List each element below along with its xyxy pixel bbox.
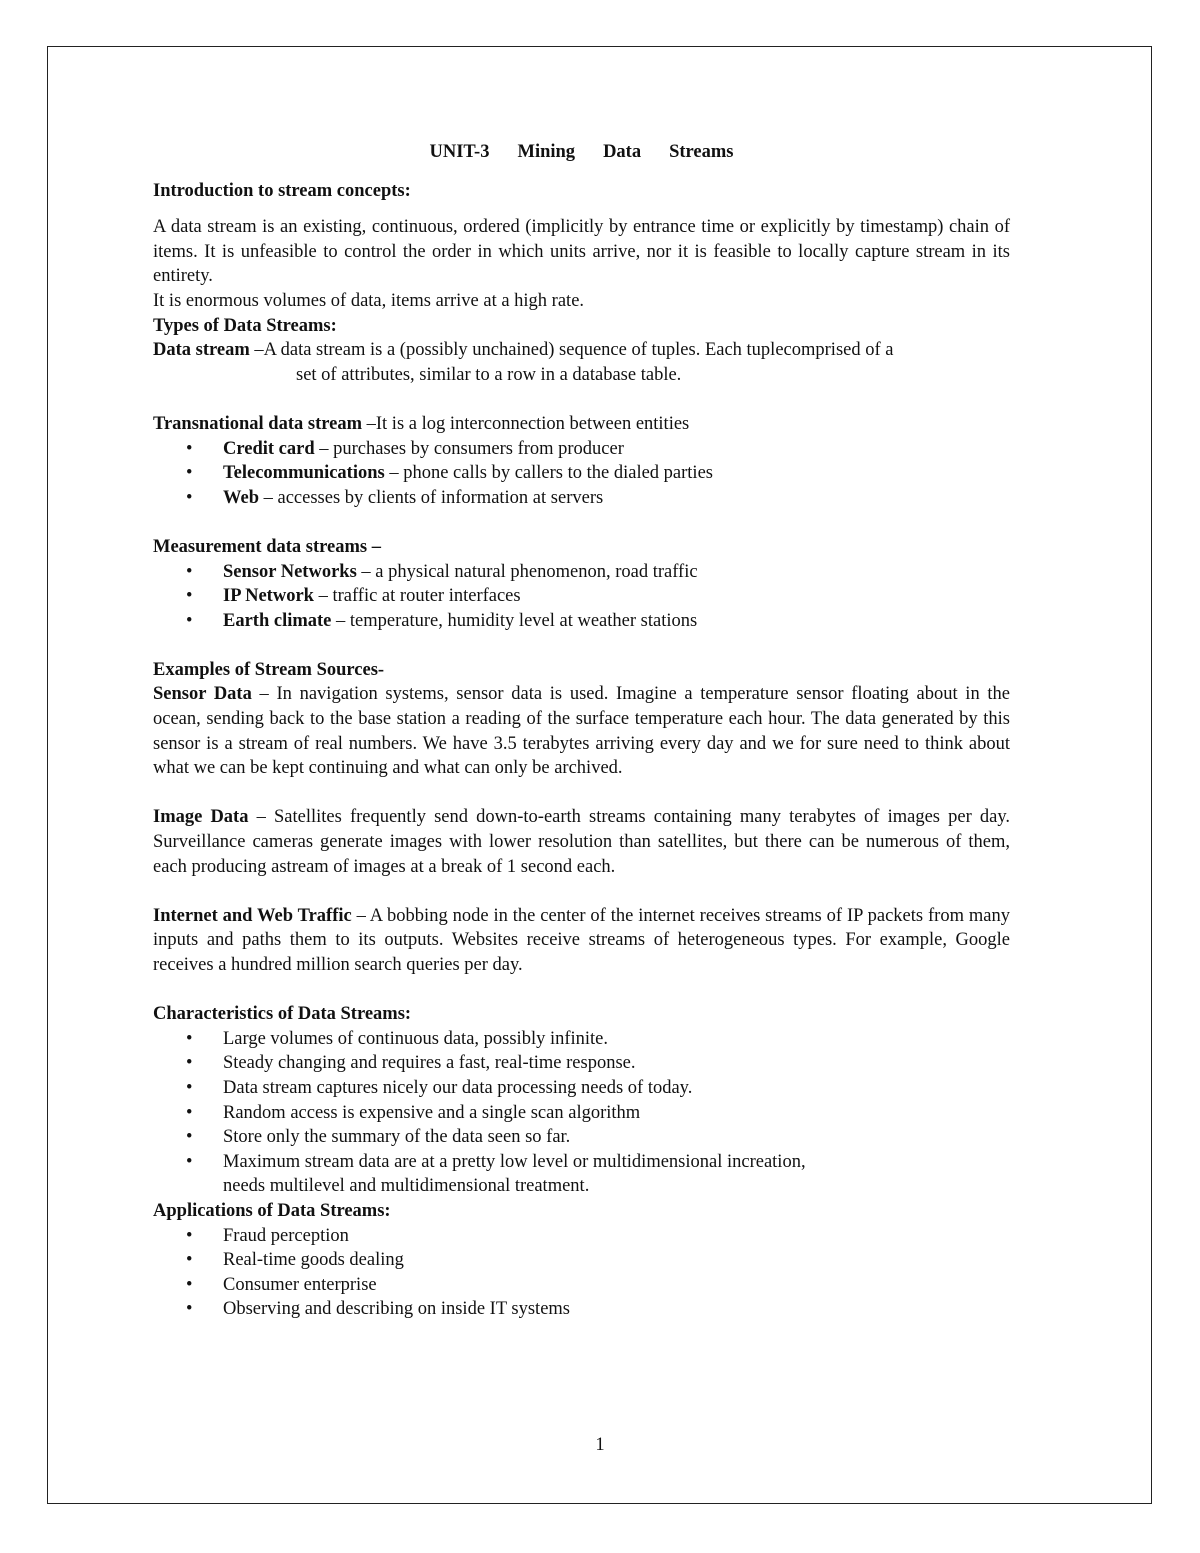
definition-text: –A data stream is a (possibly unchained) sequence of tuples. Each tuplecomprised of a: [249, 340, 894, 361]
term: Telecommunications: [223, 463, 385, 484]
item-text: Data stream captures nicely our data processing needs of today.: [223, 1077, 693, 1098]
item-text: – a physical natural phenomenon, road traffic: [356, 561, 698, 582]
title-unit: UNIT-3: [429, 142, 490, 162]
list-item: [153, 461, 1010, 486]
term: Sensor Networks: [223, 561, 357, 582]
characteristics-heading: Characteristics of Data Streams:: [153, 1004, 412, 1025]
bullet-icon: •: [186, 1077, 193, 1098]
data-stream-def-cont: set of attributes, similar to a row in a database table.: [296, 364, 682, 385]
list-item: [153, 1297, 1010, 1322]
page-title: [153, 140, 1010, 165]
item-text: Fraud perception: [223, 1225, 349, 1246]
item-text: Random access is expensive and a single scan algorithm: [223, 1102, 641, 1123]
applications-heading: Applications of Data Streams:: [153, 1200, 391, 1221]
bullet-icon: •: [186, 1028, 193, 1049]
title-word: Data: [603, 142, 642, 162]
item-text: Steady changing and requires a fast, real-time response.: [223, 1053, 636, 1074]
item-text: – traffic at router interfaces: [313, 586, 521, 607]
term: IP Network: [223, 586, 314, 607]
transnational-list: [153, 437, 1010, 511]
bullet-icon: •: [186, 586, 193, 607]
list-item: [153, 609, 1010, 634]
bullet-icon: •: [186, 438, 193, 459]
term: Web: [223, 487, 259, 508]
item-text: Maximum stream data are at a pretty low level or multidimensional increation,: [223, 1151, 806, 1172]
term: Internet and Web Traffic: [153, 905, 352, 926]
page-number: 1: [595, 1435, 605, 1455]
intro-heading: Introduction to stream concepts:: [153, 180, 411, 201]
term: Image Data: [153, 807, 249, 828]
item-text: needs multilevel and multidimensional treatment.: [223, 1176, 590, 1197]
bullet-icon: •: [186, 561, 193, 582]
list-item: [153, 437, 1010, 462]
applications-list: [153, 1224, 1010, 1322]
list-item-continuation: [153, 1174, 1010, 1199]
term: Transnational data stream: [153, 413, 362, 434]
bullet-icon: •: [186, 487, 193, 508]
bullet-icon: •: [186, 1102, 193, 1123]
characteristics-list: [153, 1027, 1010, 1199]
list-item: [153, 486, 1010, 511]
paragraph-text: – A bobbing node in the center of the internet receives streams of IP packets from many inputs and paths them to its outputs. Websites receive streams of heterogeneous types. For example, Google receives a hundred million search queries per day.: [153, 905, 1010, 975]
bullet-icon: •: [186, 1127, 193, 1148]
bullet-icon: •: [186, 1151, 193, 1172]
list-item: [153, 584, 1010, 609]
bullet-icon: •: [186, 1053, 193, 1074]
term: Credit card: [223, 438, 315, 459]
list-item: [153, 1224, 1010, 1249]
bullet-icon: •: [186, 463, 193, 484]
list-item: [153, 560, 1010, 585]
list-item: [153, 1273, 1010, 1298]
item-text: – temperature, humidity level at weather stations: [331, 610, 698, 631]
bullet-icon: •: [186, 1274, 193, 1295]
web-traffic-paragraph: [153, 904, 1010, 978]
list-item: [153, 1150, 1010, 1175]
bullet-icon: •: [186, 1225, 193, 1246]
item-text: Large volumes of continuous data, possibly infinite.: [223, 1028, 609, 1049]
title-word: Mining: [517, 142, 576, 162]
list-item: [153, 1051, 1010, 1076]
item-text: – accesses by clients of information at servers: [258, 487, 604, 508]
item-text: Store only the summary of the data seen so far.: [223, 1127, 571, 1148]
item-text: Consumer enterprise: [223, 1274, 377, 1295]
data-stream-def: [153, 338, 1010, 363]
list-item: [153, 1101, 1010, 1126]
paragraph-text: – Satellites frequently send down-to-earth streams containing many terabytes of images per day. Surveillance cameras generate images with lower resolution than satellites, but there can be numerous of them, each producing astream of images at a break of 1 second each.: [153, 807, 1010, 877]
measurement-heading: Measurement data streams –: [153, 536, 381, 557]
bullet-icon: •: [186, 610, 193, 631]
document-body: [153, 140, 1010, 1322]
paragraph-text: – In navigation systems, sensor data is used. Imagine a temperature sensor floating about in the ocean, sending back to the base station a reading of the surface temperature each hour. The data generated by this sensor is a stream of real numbers. We have 3.5 terabytes arriving every day and we for sure need to think about what we can be kept continuing and what can only be archived.: [153, 684, 1010, 779]
title-word: Streams: [669, 142, 734, 162]
bullet-icon: •: [186, 1250, 193, 1271]
item-text: Real-time goods dealing: [223, 1250, 404, 1271]
sensor-data-paragraph: [153, 682, 1010, 780]
bullet-icon: •: [186, 1299, 193, 1320]
list-item: [153, 1076, 1010, 1101]
term: Data stream: [153, 340, 250, 361]
item-text: – purchases by consumers from producer: [314, 438, 624, 459]
list-item: [153, 1248, 1010, 1273]
item-text: Observing and describing on inside IT systems: [223, 1299, 571, 1320]
measurement-list: [153, 560, 1010, 634]
sources-heading: Examples of Stream Sources-: [153, 659, 385, 680]
term: Sensor Data: [153, 684, 252, 705]
definition-text: –It is a log interconnection between entities: [362, 413, 690, 434]
intro-paragraph: A data stream is an existing, continuous, ordered (implicitly by entrance time or explicitly by timestamp) chain of items. It is unfeasible to control the order in which units arrive, nor it is feasible to locally capture stream in its entirety.: [153, 217, 1010, 287]
list-item: [153, 1027, 1010, 1052]
types-heading: Types of Data Streams:: [153, 315, 337, 336]
term: Earth climate: [223, 610, 332, 631]
item-text: – phone calls by callers to the dialed parties: [384, 463, 713, 484]
list-item: [153, 1125, 1010, 1150]
image-data-paragraph: [153, 805, 1010, 879]
transnational-def: [153, 412, 1010, 437]
intro-paragraph-2: It is enormous volumes of data, items arrive at a high rate.: [153, 290, 585, 311]
